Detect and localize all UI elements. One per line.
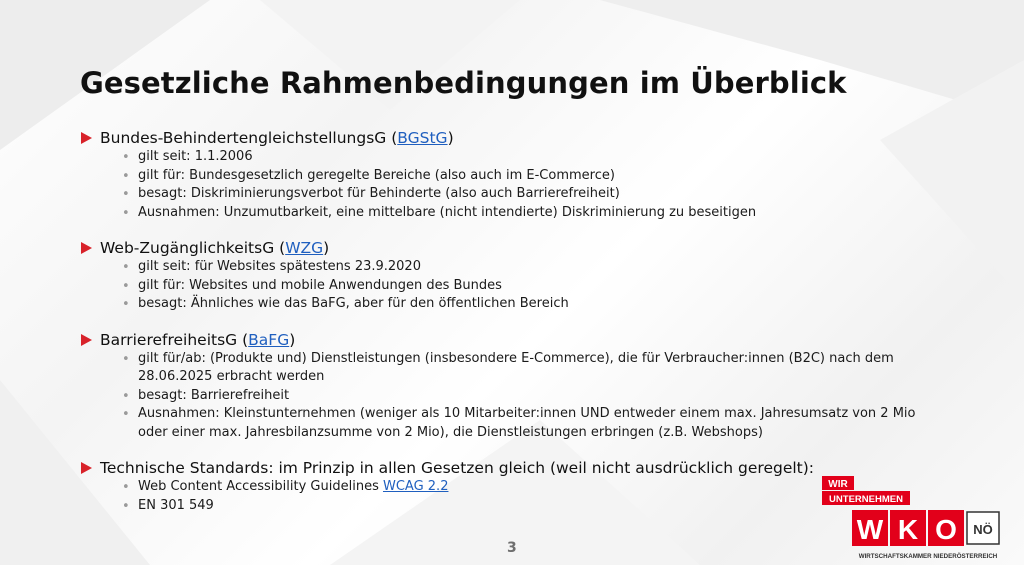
section-bafg — [80, 330, 940, 443]
bullet-list — [80, 350, 940, 443]
list-item — [120, 204, 940, 223]
heading-suffix: ) — [289, 330, 296, 349]
item-text: EN 301 549 — [138, 497, 214, 513]
bullet-icon: • — [122, 150, 130, 165]
list-item — [120, 277, 940, 296]
heading-suffix: ) — [447, 129, 454, 147]
arrow-bullet-icon — [81, 242, 92, 254]
list-item — [120, 258, 940, 277]
item-text: Ausnahmen: Unzumutbarkeit, eine mittelbare (nicht intendierte) Diskriminierung zu beseitigen — [138, 204, 757, 220]
bullet-icon: • — [122, 388, 130, 404]
bullet-list — [80, 258, 940, 314]
bullet-icon: • — [122, 407, 130, 422]
item-text: besagt: Diskriminierungsverbot für Behinderte (also auch Barrierefreiheit) — [138, 186, 620, 201]
bullet-icon: • — [122, 260, 130, 275]
item-text: besagt: Barrierefreiheit — [138, 387, 290, 403]
section-wzg — [80, 238, 940, 314]
content — [80, 128, 940, 531]
list-item — [120, 478, 940, 497]
item-text: gilt für/ab: (Produkte und) Dienstleistungen (insbesondere E-Commerce), die für Verbraucher:innen (B2C) nach dem 28.06.2025 erbracht werden — [138, 350, 894, 384]
arrow-bullet-icon — [81, 462, 92, 474]
bullet-list — [80, 478, 940, 515]
section-heading — [80, 238, 940, 258]
logo-letter-o: O — [935, 514, 957, 545]
section-bgstg — [80, 128, 940, 222]
item-text: gilt für: Bundesgesetzlich geregelte Bereiche (also auch im E-Commerce) — [138, 167, 615, 183]
bullet-icon: • — [122, 498, 130, 514]
logo-region-text: NÖ — [973, 522, 993, 537]
bullet-icon: • — [122, 205, 130, 221]
heading-text: Technische Standards: im Prinzip in allen Gesetzen gleich (weil nicht ausdrücklich geregelt): — [100, 459, 815, 477]
section-standards — [80, 458, 940, 515]
wko-logo — [820, 474, 1010, 562]
list-item — [120, 350, 940, 387]
bullet-icon: • — [122, 187, 130, 202]
item-text: besagt: Ähnliches wie das BaFG, aber für den öffentlichen Bereich — [138, 296, 569, 311]
heading-text: BarrierefreiheitsG ( — [100, 330, 249, 349]
section-heading — [80, 330, 940, 350]
list-item — [120, 387, 940, 406]
logo-tag-wir-text: WIR — [828, 479, 848, 490]
item-text: gilt für: Websites und mobile Anwendungen des Bundes — [138, 277, 502, 293]
list-item — [120, 497, 940, 516]
heading-text: Web-ZugänglichkeitsG ( — [100, 239, 286, 257]
item-text: Web Content Accessibility Guidelines — [138, 479, 383, 494]
wzg-link[interactable]: WZG — [285, 239, 324, 257]
logo-letter-w: W — [856, 514, 884, 545]
bullet-icon: • — [122, 297, 130, 312]
logo-subtitle: WIRTSCHAFTSKAMMER NIEDERÖSTERREICH — [858, 553, 998, 560]
section-heading — [80, 458, 940, 478]
logo-letter-k: K — [897, 514, 919, 545]
bgstg-link[interactable]: BGStG — [397, 129, 448, 147]
arrow-bullet-icon — [81, 132, 92, 144]
logo-tag-unternehmen-text: UNTERNEHMEN — [829, 494, 903, 505]
list-item — [120, 295, 940, 314]
arrow-bullet-icon — [81, 334, 92, 346]
wcag-link[interactable]: WCAG 2.2 — [382, 479, 449, 494]
bafg-link[interactable]: BaFG — [248, 330, 290, 349]
page-number: 3 — [507, 540, 517, 556]
section-heading — [80, 128, 940, 148]
heading-text: Bundes-BehindertengleichstellungsG ( — [100, 129, 398, 147]
item-text: gilt seit: 1.1.2006 — [138, 149, 253, 164]
bullet-list — [80, 148, 940, 222]
item-text: gilt seit: für Websites spätestens 23.9.2020 — [138, 259, 421, 274]
list-item — [120, 167, 940, 186]
bullet-icon: • — [122, 278, 130, 294]
list-item — [120, 405, 940, 442]
slide-title: Gesetzliche Rahmenbedingungen im Überblick — [80, 66, 847, 100]
list-item — [120, 185, 940, 204]
bullet-icon: • — [122, 480, 130, 495]
item-text: Ausnahmen: Kleinstunternehmen (weniger als 10 Mitarbeiter:innen UND entweder einem max. Jahresumsatz von 2 Mio oder einer max. Jahresbilanzsumme von 2 Mio), die Dienstleistungen erbringen (z.B. Webshops) — [138, 406, 916, 440]
heading-suffix: ) — [323, 239, 330, 257]
list-item — [120, 148, 940, 167]
bullet-icon: • — [122, 351, 130, 367]
bullet-icon: • — [122, 168, 130, 184]
